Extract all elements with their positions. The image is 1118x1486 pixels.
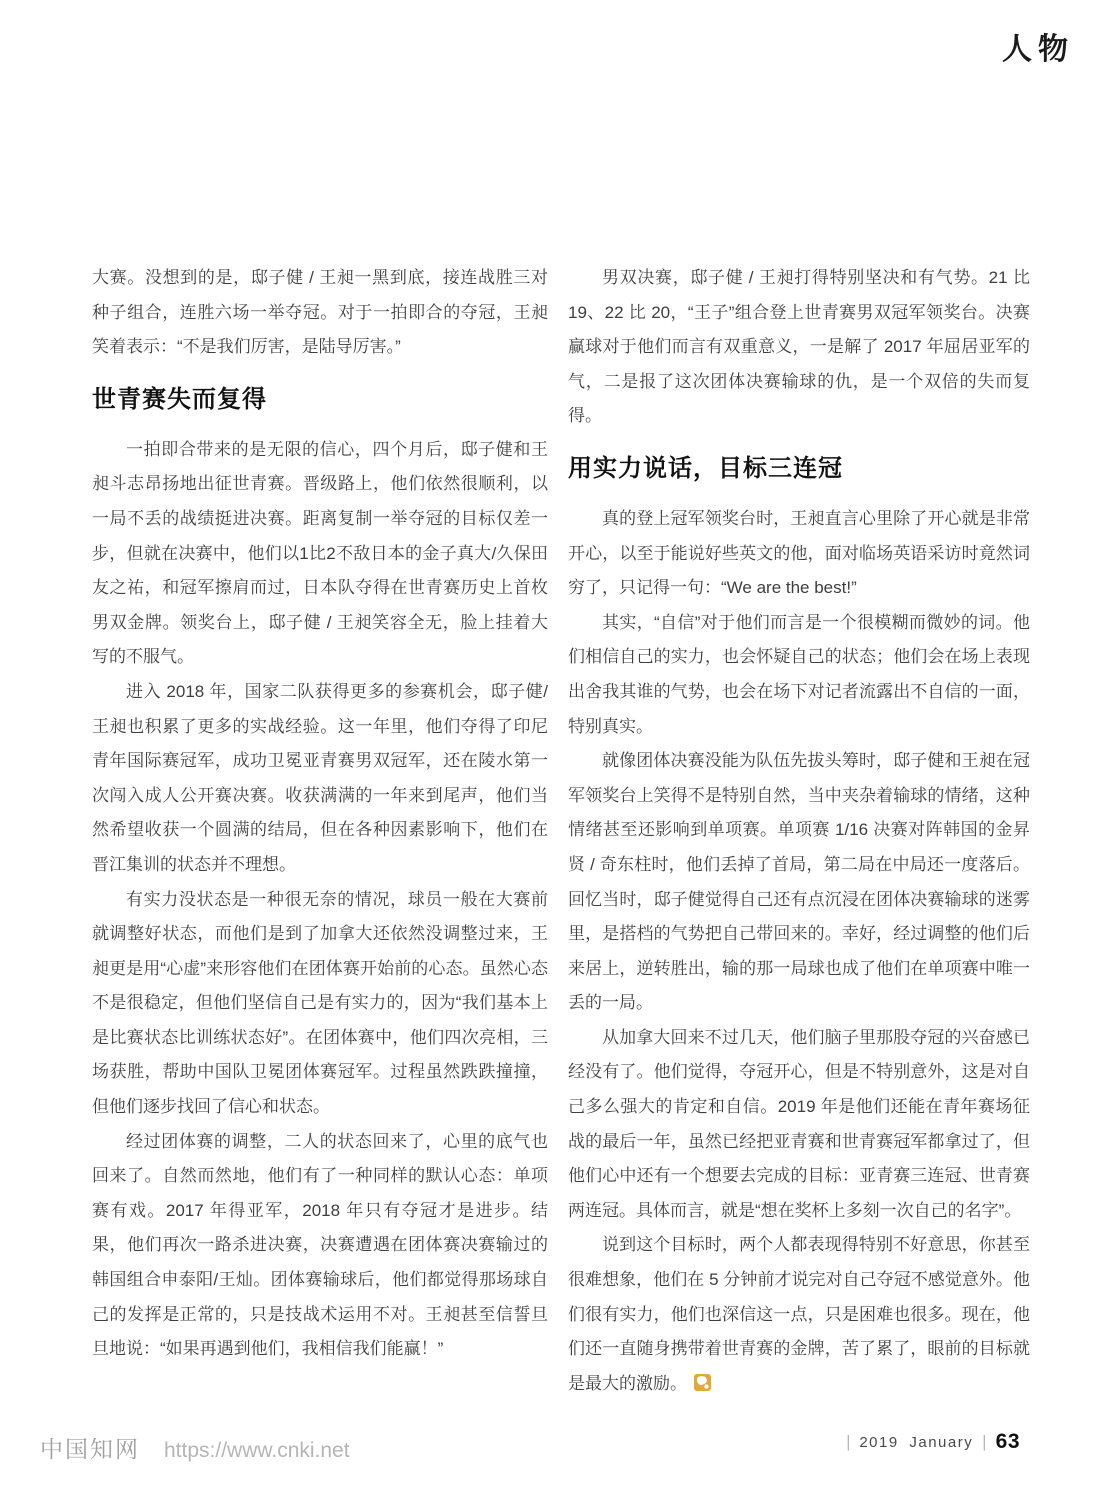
paragraph: 大赛。没想到的是，邸子健 / 王昶一黑到底，接连战胜三对种子组合，连胜六场一举夺冠。对于一拍即合的夺冠，王昶笑着表示：“不是我们厉害，是陆导厉害。”: [92, 268, 548, 357]
paragraph: 进入 2018 年，国家二队获得更多的参赛机会，邸子健/王昶也积累了更多的实战经验。这一年里，他们夺得了印尼青年国际赛冠军，成功卫冕亚青赛男双冠军，还在陵水第一次闯入成人公开赛决赛。收获满满的一年来到尾声，他们当然希望收获一个圆满的结局，但在各种因素影响下，他们在晋江集训的状态并不理想。: [92, 681, 548, 874]
paragraph: 有实力没状态是一种很无奈的情况，球员一般在大赛前就调整好状态，而他们是到了加拿大还依然没调整过来，王昶更是用“心虚”来形容他们在团体赛开始前的心态。虽然心态不是很稳定，但他们坚信自己是有实力的，因为“我们基本上是比赛状态比训练状态好”。在团体赛中，他们四次亮相，三场获胜，帮助中国队卫冕团体赛冠军。过程虽然跌跌撞撞，但他们逐步找回了信心和状态。: [92, 889, 548, 1117]
right-column: [568, 261, 1030, 1401]
page-number: 63: [995, 1430, 1020, 1453]
section-label: 人物: [1002, 33, 1074, 66]
paragraph: 经过团体赛的调整，二人的状态回来了，心里的底气也回来了。自然而然地，他们有了一种同样的默认心态：单项赛有戏。2017 年得亚军，2018 年只有夺冠才是进步。结果，他们再次一路杀进决赛，决赛遭遇在团体赛决赛输过的韩国组合申泰阳/王灿。团体赛输球后，他们都觉得那场球自己的发挥是正常的，只是技战术运用不对。王昶甚至信誓旦旦地说：“如果再遇到他们，我相信我们能赢！”: [92, 1131, 548, 1359]
footer-issue-info: [846, 1430, 1020, 1454]
footer-divider: |: [983, 1432, 986, 1451]
issue-label: 2019 January: [859, 1433, 974, 1451]
paragraph: 一拍即合带来的是无限的信心，四个月后，邸子健和王昶斗志昂扬地出征世青赛。晋级路上，他们依然很顺利，以一局不丢的战绩挺进决赛。距离复制一举夺冠的目标仅差一步，但就在决赛中，他们以1比2不敌日本的金子真大/久保田友之祐，和冠军擦肩而过，日本队夺得在世青赛历史上首枚男双金牌。领奖台上，邸子健 / 王昶笑容全无，脸上挂着大写的不服气。: [92, 439, 548, 667]
paragraph: 男双决赛，邸子健 / 王昶打得特别坚决和有气势。21 比 19、22 比 20，“王子”组合登上世青赛男双冠军领奖台。决赛赢球对于他们而言有双重意义，一是解了 2017 年屈居亚军的气，二是报了这次团体决赛输球的仇，是一个双倍的失而复得。: [568, 268, 1030, 426]
footer-divider: |: [846, 1432, 850, 1451]
section-heading-world-juniors: 世青赛失而复得: [92, 385, 267, 413]
paragraph: 真的登上冠军领奖台时，王昶直言心里除了开心就是非常开心，以至于能说好些英文的他，面对临场英语采访时竟然词穷了，只记得一句：“We are the best!”: [568, 508, 1030, 598]
paragraph: 从加拿大回来不过几天，他们脑子里那股夺冠的兴奋感已经没有了。他们觉得，夺冠开心，但是不特别意外，这是对自己多么强大的肯定和自信。2019 年是他们还能在青年赛场征战的最后一年，虽然已经把亚青赛和世青赛冠军都拿过了，但他们心中还有一个想要去完成的目标：亚青赛三连冠、世青赛两连冠。具体而言，就是“想在奖杯上多刻一次自己的名字”。: [568, 1027, 1030, 1220]
paragraph-final: [568, 1228, 1030, 1401]
section-heading-triple-crown: 用实力说话，目标三连冠: [568, 454, 843, 482]
shuttlecock-end-mark-icon: [694, 1374, 711, 1391]
cnki-watermark: 中国知网: [40, 1436, 140, 1462]
left-column: [92, 261, 548, 1401]
footer-watermark: [40, 1431, 350, 1464]
paragraph: 其实，“自信”对于他们而言是一个很模糊而微妙的词。他们相信自己的实力，也会怀疑自己的状态；他们会在场上表现出舍我其谁的气势，也会在场下对记者流露出不自信的一面，特别真实。: [568, 612, 1030, 736]
paragraph: 就像团体决赛没能为队伍先拔头筹时，邸子健和王昶在冠军领奖台上笑得不是特别自然，当中夹杂着输球的情绪，这种情绪甚至还影响到单项赛。单项赛 1/16 决赛对阵韩国的金昇贤 / 奇东柱时，他们丢掉了首局，第二局在中局还一度落后。回忆当时，邸子健觉得自己还有点沉浸在团体决赛输球的迷雾里，是搭档的气势把自己带回来的。幸好，经过调整的他们后来居上，逆转胜出，输的那一局球也成了他们在单项赛中唯一丢的一局。: [568, 751, 1030, 1013]
paragraph-text: 说到这个目标时，两个人都表现得特别不好意思，你甚至很难想象，他们在 5 分钟前才说完对自己夺冠不感觉意外。他们很有实力，他们也深信这一点，只是困难也很多。现在，他们还一直随身携带着世青赛的金牌，苦了累了，眼前的目标就是最大的激励。: [568, 1235, 1030, 1393]
article-body: [92, 261, 1030, 1401]
cnki-url: https://www.cnki.net: [164, 1439, 350, 1462]
